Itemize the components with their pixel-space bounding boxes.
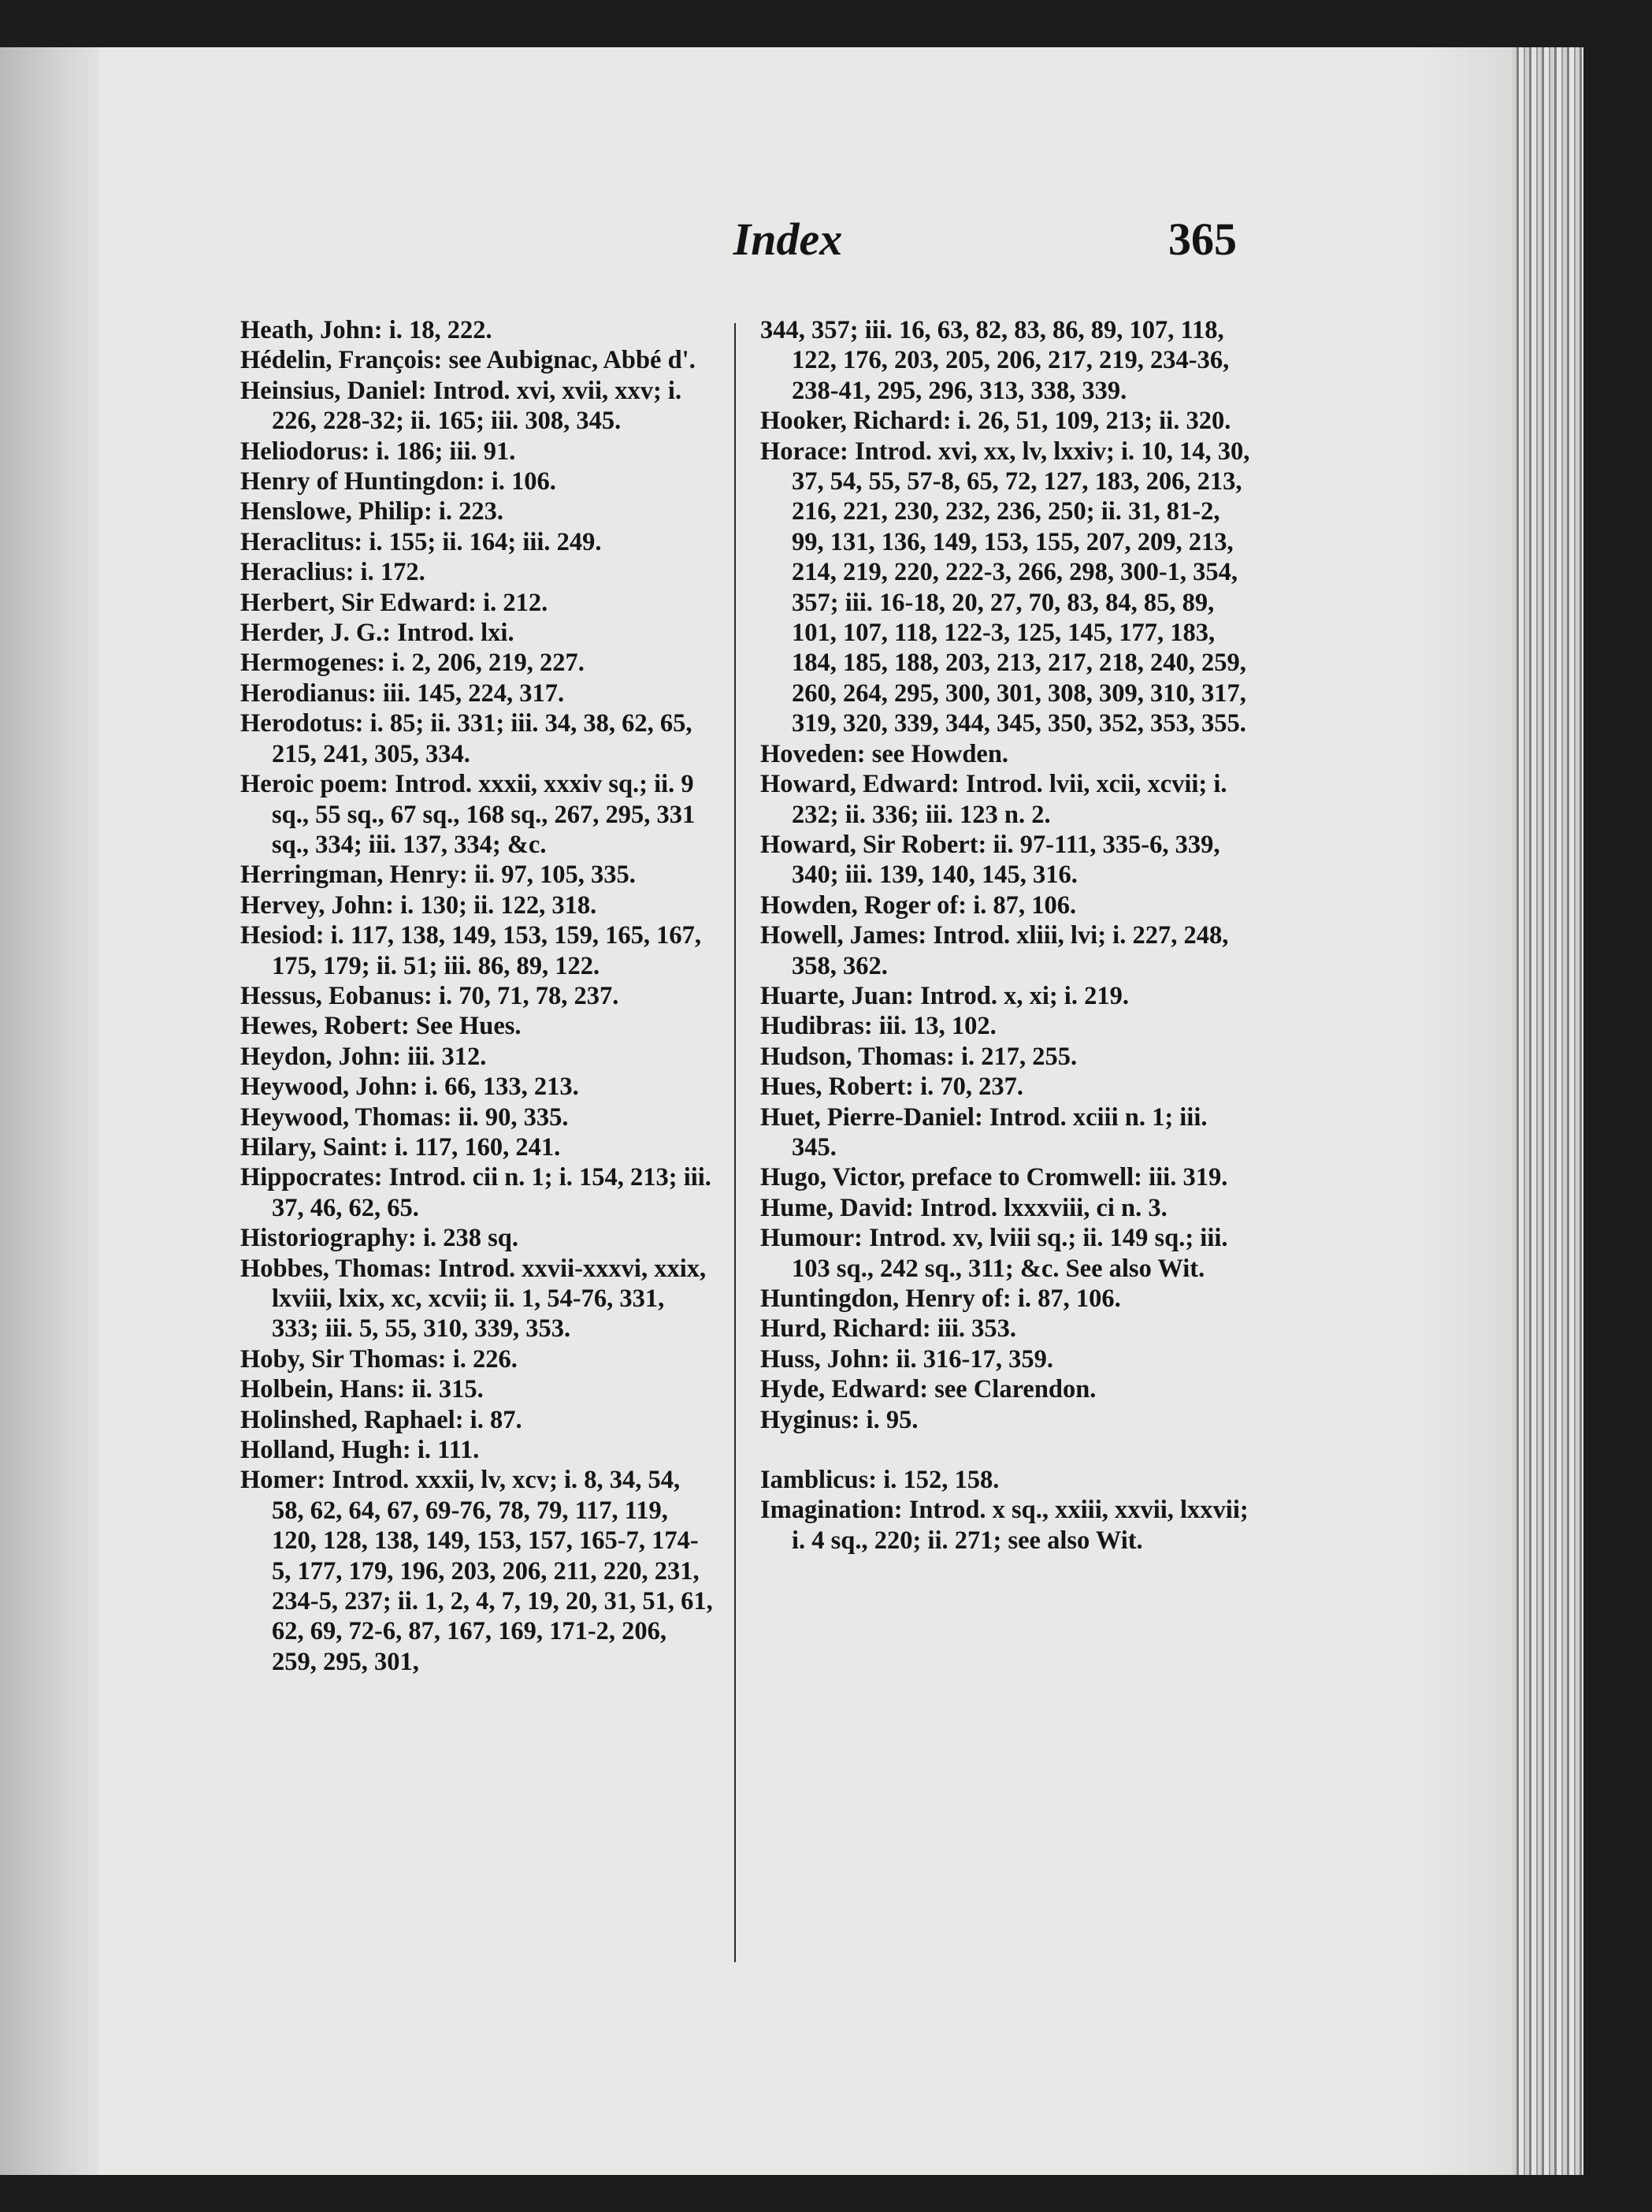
index-entry: Homer: Introd. xxxii, lv, xcv; i. 8, 34, 54, 58, 62, 64, 67, 69-76, 78, 79, 117, 119, 120, 128, 138, 149, 153, 157, 165-7, 174-5, 177, 179, 196, 203, 206, 211, 220, 231, 234-5, 237; ii. 1, 2, 4, 7, 19, 20, 31, 51, 61, 62, 69, 72-6, 87, 167, 169, 171-2, 206, 259, 295, 301, <box>240 1466 713 1676</box>
index-entry: Historiography: i. 238 sq. <box>240 1224 519 1253</box>
index-entry: Hewes, Robert: See Hues. <box>240 1012 522 1041</box>
index-entry: Hippocrates: Introd. cii n. 1; i. 154, 213; iii. 37, 46, 62, 65. <box>240 1163 711 1222</box>
index-entry: Holbein, Hans: ii. 315. <box>240 1375 484 1404</box>
index-entry: Herodotus: i. 85; ii. 331; iii. 34, 38, 62, 65, 215, 241, 305, 334. <box>240 709 692 768</box>
index-entry: Howard, Edward: Introd. lvii, xcii, xcvii; i. 232; ii. 336; iii. 123 n. 2. <box>760 770 1227 829</box>
index-entry: Hoveden: see Howden. <box>760 739 1009 768</box>
index-entry: Howden, Roger of: i. 87, 106. <box>760 890 1077 920</box>
index-entry: Heinsius, Daniel: Introd. xvi, xvii, xxv; i. 226, 228-32; ii. 165; iii. 308, 345. <box>240 376 682 436</box>
letter-group-gap <box>760 1435 1253 1465</box>
index-column-right <box>760 315 1253 1556</box>
index-column-left <box>240 315 713 1677</box>
index-entry: Iamblicus: i. 152, 158. <box>760 1466 1000 1495</box>
index-entry: Heraclius: i. 172. <box>240 558 425 587</box>
index-entry: Heliodorus: i. 186; iii. 91. <box>240 437 516 466</box>
index-entry: Hyde, Edward: see Clarendon. <box>760 1375 1097 1404</box>
index-entry: Hudibras: iii. 13, 102. <box>760 1012 997 1041</box>
index-entry: Hessus, Eobanus: i. 70, 71, 78, 237. <box>240 981 619 1010</box>
index-group-h <box>760 315 1253 1435</box>
page-edge-stack <box>1513 47 1583 2175</box>
index-entry: Herodianus: iii. 145, 224, 317. <box>240 678 565 708</box>
index-entry: Heath, John: i. 18, 222. <box>240 316 492 344</box>
index-entry: Herder, J. G.: Introd. lxi. <box>240 619 514 648</box>
index-entry: Hooker, Richard: i. 26, 51, 109, 213; ii. 320. <box>760 407 1231 436</box>
index-entry: Huet, Pierre-Daniel: Introd. xciii n. 1; iii. 345. <box>760 1102 1208 1162</box>
index-entry: Hobbes, Thomas: Introd. xxvii-xxxvi, xxix, lxviii, lxix, xc, xcvii; ii. 1, 54-76, 331, 333; iii. 5, 55, 310, 339, 353. <box>240 1254 707 1344</box>
index-entry: Huss, John: ii. 316-17, 359. <box>760 1344 1054 1374</box>
index-entry: Hudson, Thomas: i. 217, 255. <box>760 1042 1078 1071</box>
index-entry: Henry of Huntingdon: i. 106. <box>240 467 556 496</box>
index-entry: Hesiod: i. 117, 138, 149, 153, 159, 165, 167, 175, 179; ii. 51; iii. 86, 89, 122. <box>240 921 702 980</box>
index-entry: Herringman, Henry: ii. 97, 105, 335. <box>240 861 636 890</box>
index-entry: Hermogenes: i. 2, 206, 219, 227. <box>240 649 585 678</box>
index-entry: Howard, Sir Robert: ii. 97-111, 335-6, 339, 340; iii. 139, 140, 145, 316. <box>760 830 1220 890</box>
index-entry: Hyginus: i. 95. <box>760 1405 919 1434</box>
index-group-i <box>760 1465 1253 1556</box>
index-entry: Horace: Introd. xvi, xx, lv, lxxiv; i. 10, 14, 30, 37, 54, 55, 57-8, 65, 72, 127, 183, 206, 213, 216, 221, 230, 232, 236, 250; ii. 31, 81-2, 99, 131, 136, 149, 153, 155, 207, 209, 213, 214, 219, 220, 222-3, 266, 298, 300-1, 354, 357; iii. 16-18, 20, 27, 70, 83, 84, 85, 89, 101, 107, 118, 122-3, 125, 145, 177, 183, 184, 185, 188, 203, 213, 217, 218, 240, 259, 260, 264, 295, 300, 301, 308, 309, 310, 317, 319, 320, 339, 344, 345, 350, 352, 353, 355. <box>760 437 1250 738</box>
index-entry: Howell, James: Introd. xliii, lvi; i. 227, 248, 358, 362. <box>760 921 1229 980</box>
previous-page-edge <box>0 47 102 2175</box>
page-number: 365 <box>1168 214 1237 265</box>
index-entry: Hues, Robert: i. 70, 237. <box>760 1073 1023 1102</box>
index-entry: Humour: Introd. xv, lviii sq.; ii. 149 sq.; iii. 103 sq., 242 sq., 311; &c. See also Wit. <box>760 1224 1228 1283</box>
index-entry: Hume, David: Introd. lxxxviii, ci n. 3. <box>760 1193 1168 1222</box>
index-entry: Heywood, Thomas: ii. 90, 335. <box>240 1102 569 1132</box>
index-entry: Holinshed, Raphael: i. 87. <box>240 1405 522 1434</box>
index-entry: Hugo, Victor, preface to Cromwell: iii. 319. <box>760 1163 1228 1192</box>
index-entry: Huarte, Juan: Introd. x, xi; i. 219. <box>760 981 1129 1010</box>
index-entry: Imagination: Introd. x sq., xxiii, xxvii, lxxvii; i. 4 sq., 220; ii. 271; see also Wit. <box>760 1496 1249 1555</box>
index-entry: Heydon, John: iii. 312. <box>240 1042 487 1071</box>
index-entry: Hervey, John: i. 130; ii. 122, 318. <box>240 890 597 920</box>
index-entry: Hilary, Saint: i. 117, 160, 241. <box>240 1132 561 1162</box>
index-entry: Heraclitus: i. 155; ii. 164; iii. 249. <box>240 527 602 556</box>
index-entry: Hédelin, François: see Aubignac, Abbé d'. <box>240 346 696 375</box>
column-divider <box>734 323 736 1962</box>
index-entry: 344, 357; iii. 16, 63, 82, 83, 86, 89, 107, 118, 122, 176, 203, 205, 206, 217, 219, 234-36, 238-41, 295, 296, 313, 338, 339. <box>760 316 1230 405</box>
index-entry: Heroic poem: Introd. xxxii, xxxiv sq.; ii. 9 sq., 55 sq., 67 sq., 168 sq., 267, 295, 331 sq., 334; iii. 137, 334; &c. <box>240 770 696 859</box>
index-entry: Henslowe, Philip: i. 223. <box>240 497 504 526</box>
index-entry: Hurd, Richard: iii. 353. <box>760 1314 1017 1344</box>
running-head-title: Index <box>733 214 843 265</box>
index-entry: Huntingdon, Henry of: i. 87, 106. <box>760 1284 1121 1313</box>
index-entry: Holland, Hugh: i. 111. <box>240 1436 480 1465</box>
index-entry: Herbert, Sir Edward: i. 212. <box>240 588 548 617</box>
index-entry: Hoby, Sir Thomas: i. 226. <box>240 1344 518 1374</box>
index-entry: Heywood, John: i. 66, 133, 213. <box>240 1073 579 1102</box>
